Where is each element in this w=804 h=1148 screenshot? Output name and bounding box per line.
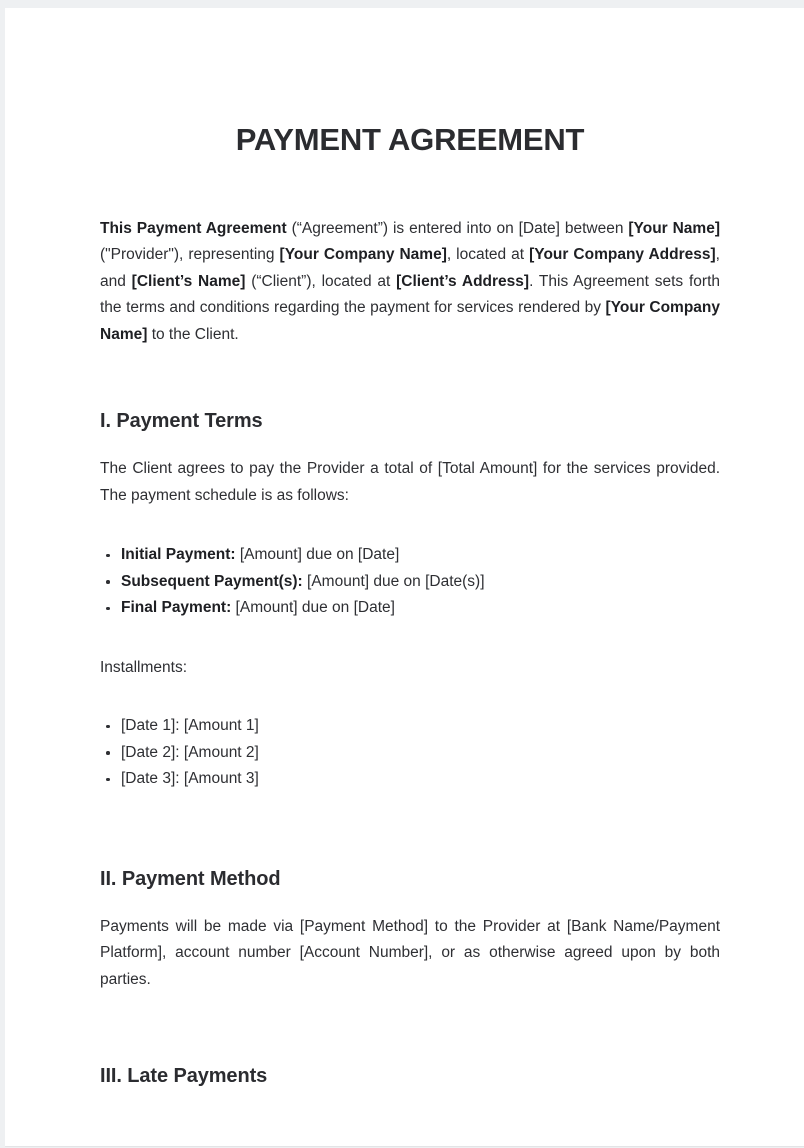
- section-heading-payment-method: II. Payment Method: [100, 867, 281, 890]
- payment-item-value: [Amount] due on [Date(s)]: [302, 572, 485, 590]
- list-item: [100, 542, 720, 569]
- payment-schedule-list: [95, 542, 725, 622]
- bullet-icon: [106, 725, 110, 729]
- page-title: PAYMENT AGREEMENT: [235, 122, 585, 157]
- intro-client-name: [Client’s Name]: [131, 272, 246, 290]
- installments-list: [95, 713, 725, 793]
- intro-text-5: (“Client”), located at: [245, 272, 397, 290]
- intro-text-6: . This Agreement sets forth the terms and conditions regarding the payment for services rendered by: [100, 272, 720, 317]
- intro-your-name: [Your Name]: [628, 219, 720, 237]
- bullet-icon: [106, 751, 110, 755]
- intro-text-1: (“Agreement”) is entered into on [Date] between: [286, 219, 629, 237]
- intro-client-address: [Client’s Address]: [396, 272, 530, 290]
- intro-company-name: [Your Company Name]: [279, 246, 447, 264]
- intro-company-address: [Your Company Address]: [529, 246, 716, 264]
- list-item: [100, 595, 720, 622]
- installment-entry: [Date 1]: [Amount 1]: [121, 717, 259, 735]
- intro-text-4: , and: [100, 246, 720, 290]
- intro-lead-bold: This Payment Agreement: [100, 219, 287, 237]
- section-heading-payment-terms: I. Payment Terms: [100, 410, 263, 433]
- intro-company-name-2: [Your Company Name]: [100, 299, 720, 343]
- section-heading-late-payments: III. Late Payments: [100, 1065, 268, 1088]
- payment-item-label: Initial Payment:: [121, 546, 236, 564]
- list-item: [100, 766, 720, 793]
- list-item: [100, 740, 720, 767]
- bullet-icon: [106, 607, 110, 611]
- installment-entry: [Date 2]: [Amount 2]: [121, 743, 259, 761]
- list-item: [100, 569, 720, 596]
- intro-text-3: , located at: [446, 246, 530, 264]
- bullet-icon: [106, 580, 110, 584]
- intro-text-2: ("Provider"), representing: [100, 246, 280, 264]
- document-page: [5, 8, 804, 1147]
- payment-item-label: Subsequent Payment(s):: [121, 572, 303, 590]
- bullet-icon: [106, 554, 110, 558]
- list-item: [100, 713, 720, 740]
- payment-terms-paragraph: The Client agrees to pay the Provider a total of [Total Amount] for the services provided. The payment schedule is as follows:: [100, 460, 720, 504]
- installments-label: Installments:: [100, 658, 188, 676]
- intro-text-7: to the Client.: [147, 325, 239, 343]
- bullet-icon: [106, 778, 110, 782]
- payment-method-paragraph: Payments will be made via [Payment Method] to the Provider at [Bank Name/Payment Platform], account number [Account Number], or as otherwise agreed upon by both parties.: [100, 917, 720, 988]
- payment-item-value: [Amount] due on [Date]: [231, 599, 395, 617]
- document-content: [95, 8, 725, 1090]
- installment-entry: [Date 3]: [Amount 3]: [121, 770, 259, 788]
- intro-paragraph: [95, 216, 725, 349]
- payment-item-value: [Amount] due on [Date]: [235, 546, 400, 564]
- payment-item-label: Final Payment:: [121, 599, 232, 617]
